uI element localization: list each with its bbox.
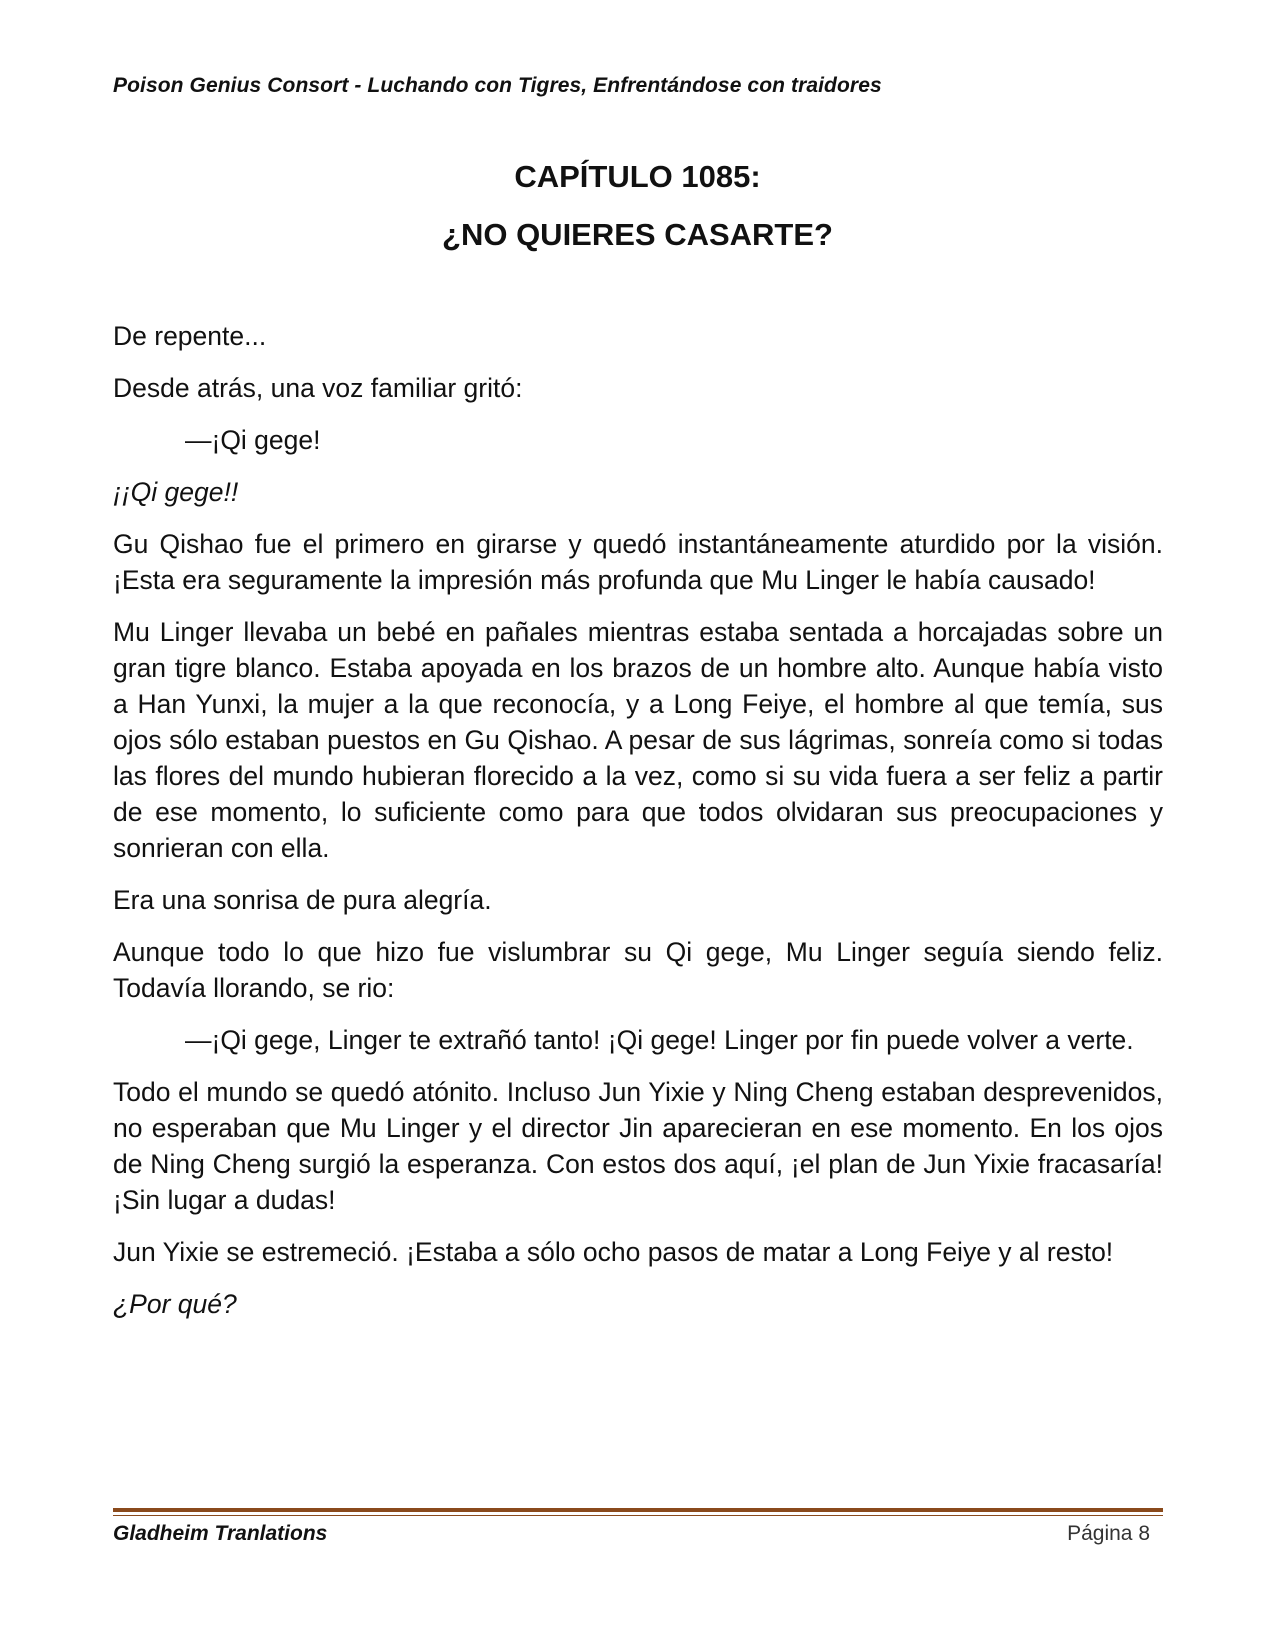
footer-rule-thin [113, 1515, 1163, 1516]
paragraph: Mu Linger llevaba un bebé en pañales mientras estaba sentada a horcajadas sobre un gran tigre blanco. Estaba apoyada en los brazos de un hombre alto. Aunque había visto a Han Yunxi, la mujer a la que reconocía, y a Long Feiye, el hombre al que temía, sus ojos sólo estaban puestos en Gu Qishao. A pesar de sus lágrimas, sonreía como si todas las flores del mundo hubieran florecido a la vez, como si su vida fuera a ser feliz a partir de ese momento, lo suficiente como para que todos olvidaran sus preocupaciones y sonrieran con ella. [113, 617, 1163, 863]
chapter-title: ¿NO QUIERES CASARTE? [442, 217, 833, 252]
chapter-number: CAPÍTULO 1085: [514, 159, 761, 194]
dialogue-line: —¡Qi gege, Linger te extrañó tanto! ¡Qi gege! Linger por fin puede volver a verte. [185, 1025, 1134, 1055]
running-header [113, 74, 882, 98]
paragraph: De repente... [113, 321, 267, 351]
paragraph-italic: ¡¡Qi gege!! [113, 477, 239, 507]
paragraph: Aunque todo lo que hizo fue vislumbrar su Qi gege, Mu Linger seguía siendo feliz. Todavía llorando, se rio: [113, 937, 1163, 1003]
paragraph-italic: ¿Por qué? [113, 1289, 237, 1319]
header-separator: - [348, 74, 368, 97]
footer-credit: Gladheim Tranlations [113, 1522, 328, 1545]
dialogue-line: —¡Qi gege! [185, 425, 321, 455]
series-title: Poison Genius Consort [113, 74, 349, 97]
body-text [113, 318, 1163, 1338]
footer-rule-thick [113, 1508, 1163, 1512]
paragraph: Era una sonrisa de pura alegría. [113, 885, 492, 915]
paragraph: Jun Yixie se estremeció. ¡Estaba a sólo ocho pasos de matar a Long Feiye y al resto! [113, 1237, 1114, 1267]
paragraph: Desde atrás, una voz familiar gritó: [113, 373, 523, 403]
chapter-heading [0, 148, 1275, 264]
paragraph: Gu Qishao fue el primero en girarse y quedó instantáneamente aturdido por la visión. ¡Esta era seguramente la impresión más profunda que Mu Linger le había causado! [113, 529, 1163, 595]
volume-subtitle: Luchando con Tigres, Enfrentándose con traidores [367, 74, 882, 97]
page-number: Página 8 [1067, 1522, 1150, 1545]
paragraph: Todo el mundo se quedó atónito. Incluso Jun Yixie y Ning Cheng estaban desprevenidos, no esperaban que Mu Linger y el director Jin aparecieran en ese momento. En los ojos de Ning Cheng surgió la esperanza. Con estos dos aquí, ¡el plan de Jun Yixie fracasaría! ¡Sin lugar a dudas! [113, 1077, 1163, 1215]
